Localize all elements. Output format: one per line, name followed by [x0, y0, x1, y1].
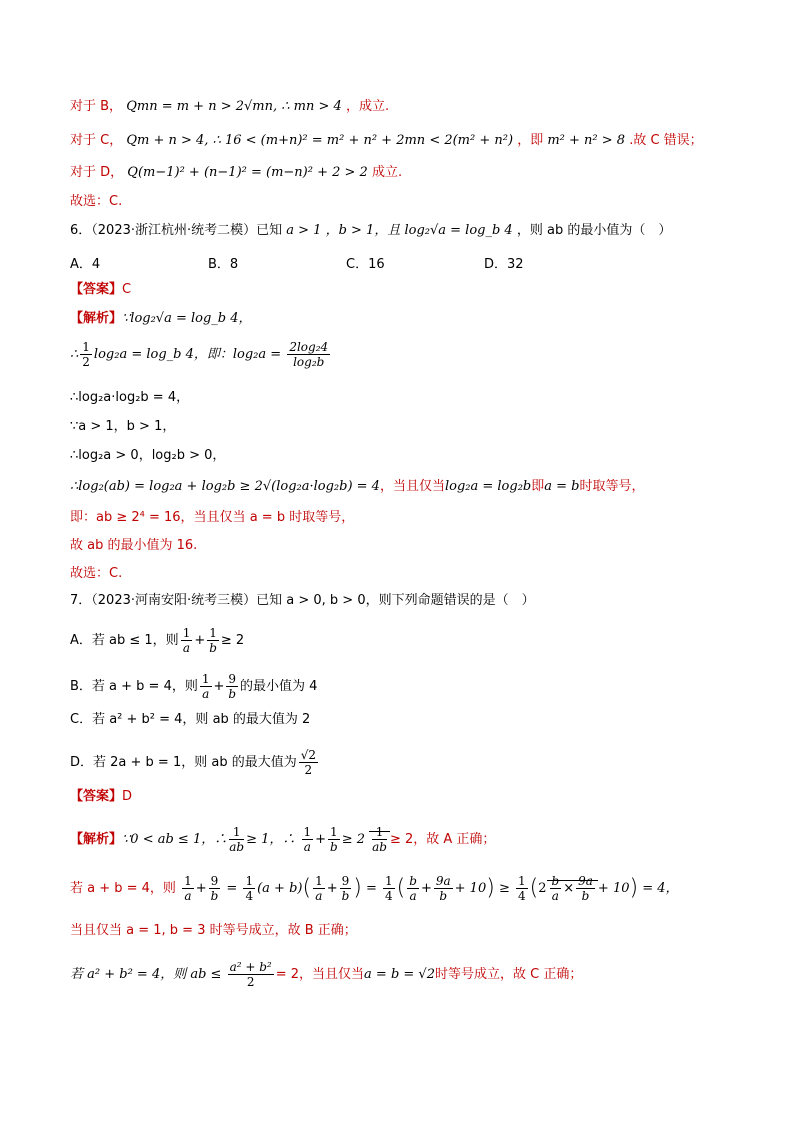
math: Qm + n > 4, ∴ 16 < (m+n)² = m² + n² + 2mn < 2(m² + n²) [126, 133, 514, 148]
question-7-stem: 7．（2023·河南安阳·统考三模）已知 a > 0, b > 0，则下列命题错误的是（ ） [70, 593, 535, 608]
math: m² + n² > 8 [547, 133, 626, 148]
analysis-label: 【解析】 [70, 311, 123, 326]
q6-analysis-3: ∴log₂a·log₂b = 4， [70, 390, 190, 405]
text: ，当且仅当 [379, 479, 445, 494]
sqrt: $\frac{1}{ab}$ [369, 831, 390, 847]
math: ∴ [70, 347, 79, 362]
text: 成立. [371, 165, 403, 180]
text: ≥ 2 [220, 633, 245, 648]
math: ≥ 2 [341, 832, 365, 847]
q6-option-c: C．16 [346, 257, 385, 272]
math: log₂a = log₂b [444, 479, 532, 494]
math: a > 1 ，b > 1，且 log₂√a = log_b 4 [286, 223, 513, 238]
q6-analysis-6 [70, 478, 645, 496]
q6-analysis-1 [70, 310, 252, 328]
math: ∴log₂(ab) = log₂a + log₂b ≥ 2√(log₂a·log₂b) = 4 [70, 479, 380, 494]
line-option-d [70, 164, 402, 182]
q7-option-c: C．若 a² + b² = 4，则 ab 的最大值为 2 [70, 712, 311, 727]
math: 若 a² + b² = 4，则 ab ≤ [70, 967, 222, 982]
text: 时等号成立，故 C 正确； [434, 967, 583, 982]
q7-answer [70, 788, 132, 806]
math: log₂a = log_b 4，即：log₂a = [93, 347, 282, 362]
q7-analysis-3: 当且仅当 a = 1, b = 3 时等号成立，故 B 正确； [70, 923, 357, 938]
math: = [226, 881, 238, 896]
math: (a + b) [257, 881, 303, 896]
math: a = b [544, 479, 580, 494]
math: a = b = √2 [364, 967, 435, 982]
text: D．若 2a + b = 1，则 ab 的最大值为 [70, 755, 297, 770]
analysis-label: 【解析】 [70, 832, 123, 847]
text: 即 [531, 479, 545, 494]
q7-option-a: A．若 ab ≤ 1，则 $\frac{1}{a}$ + $\frac{1}{b}$ ≥ 2 [70, 626, 245, 655]
text: ，则 ab 的最小值为（ ） [516, 223, 672, 238]
fraction: $\frac{1}{a}$ [303, 825, 312, 854]
text: 的最小值为 4 [240, 679, 318, 694]
math: ∵0 < ab ≤ 1，∴ [122, 832, 228, 847]
text: .故 C 错误； [629, 133, 703, 148]
math: Qmn = m + n > 2√mn, ∴ mn > 4 [126, 99, 342, 114]
math: ≥ [498, 881, 510, 896]
half-fraction: $\frac{1}{2}$ [82, 340, 90, 369]
q6-option-b: B．8 [208, 257, 239, 272]
text: 对于 D， [70, 165, 124, 180]
math: + 10 [597, 881, 630, 896]
numerator: a² + b² [229, 960, 272, 974]
text: ，成立. [345, 99, 390, 114]
fraction: $\frac{1}{4}$ [245, 874, 254, 903]
answer-value: C [122, 282, 132, 297]
fraction: $\frac{1}{ab}$ [229, 825, 245, 854]
q7-option-d [70, 748, 320, 777]
q6-analysis-7: 即：ab ≥ 2⁴ = 16，当且仅当 a = b 时取等号， [70, 510, 355, 525]
fraction: $\frac{9}{b}$ [210, 874, 219, 903]
fraction: $\frac{1}{a}$ [201, 672, 210, 701]
fraction: $\frac{1}{4}$ [518, 874, 526, 903]
text: = 2，当且仅当 [275, 967, 365, 982]
fraction: $\frac{1}{a}$ [182, 626, 191, 655]
q7-analysis-2: 若 a + b = 4，则 $\frac{1}{a}$ + $\frac{9}{b}$ = $\frac{1}{4}$ (a + b)( $\frac{1}{a}$ + $\frac{9}{b}$ ) = $\frac{1}{4}$ ( $\frac{b}{a}$ + $\frac{9a}{b}$ + 10) ≥ $\frac{1}{4}$ (2 $\frac{b}{a}$ × $\frac{9a}{b}$ + 10) = 4， [70, 874, 679, 903]
math: Q(m−1)² + (n−1)² = (m−n)² + 2 > 2 [127, 165, 368, 180]
fraction [299, 748, 318, 777]
text: 对于 C， [70, 133, 123, 148]
q6-analysis-8: 故 ab 的最小值为 16. [70, 538, 198, 553]
q6-analysis-5: ∴log₂a > 0，log₂b > 0， [70, 448, 226, 463]
denominator: 2 [246, 975, 255, 989]
fraction: $\frac{9}{b}$ [228, 672, 237, 701]
q6-analysis-2 [70, 340, 332, 369]
q6-analysis-4: ∵a > 1，b > 1， [70, 419, 176, 434]
denominator: log₂b [293, 355, 325, 369]
text: ≥ 2，故 A 正确； [389, 832, 496, 847]
answer-value: D [122, 789, 133, 804]
q7-option-b: B．若 a + b = 4，则 $\frac{1}{a}$ + $\frac{9}{b}$ 的最小值为 4 [70, 672, 318, 701]
text: 6．（2023·浙江杭州·统考二模）已知 [70, 223, 283, 238]
choose-c-line: 故选：C. [70, 194, 123, 209]
fraction: $\frac{1}{4}$ [385, 874, 393, 903]
fraction: $\frac{1}{a}$ [184, 874, 192, 903]
text: 若 a + b = 4，则 [70, 881, 176, 896]
text: 对于 B， [70, 99, 123, 114]
line-option-b [70, 98, 389, 116]
math: = [365, 881, 377, 896]
text: 时取等号， [579, 479, 645, 494]
question-6-stem [70, 222, 671, 240]
line-option-c [70, 132, 703, 150]
math: ∵log₂√a = log_b 4， [122, 311, 252, 326]
q6-option-a: A．4 [70, 257, 101, 272]
fraction: $\frac{1}{b}$ [209, 626, 217, 655]
numerator: √2 [300, 748, 316, 762]
answer-label: 【答案】 [70, 282, 123, 297]
q6-option-d: D．32 [484, 257, 524, 272]
q6-answer [70, 281, 131, 299]
text: B．若 a + b = 4，则 [70, 679, 198, 694]
math: + 10 [454, 881, 487, 896]
text: ，即 [517, 133, 544, 148]
fraction [228, 960, 274, 989]
fraction: $\frac{1}{b}$ [330, 825, 338, 854]
q6-choose: 故选：C. [70, 566, 123, 581]
log-fraction [287, 340, 330, 369]
answer-label: 【答案】 [70, 789, 123, 804]
math: ≥ 1，∴ [246, 832, 296, 847]
numerator: 2log₂4 [289, 340, 329, 354]
math: = 4， [642, 881, 679, 896]
text: A．若 ab ≤ 1，则 [70, 633, 179, 648]
denominator: 2 [304, 763, 313, 777]
q7-analysis-4 [70, 960, 582, 989]
q7-analysis-1: 【解析】∵0 < ab ≤ 1，∴ $\frac{1}{ab}$ ≥ 1，∴ $\frac{1}{a}$ + $\frac{1}{b}$ ≥ 2 $\frac{1}{ab}$ ≥ 2，故 A 正确； [70, 825, 496, 854]
